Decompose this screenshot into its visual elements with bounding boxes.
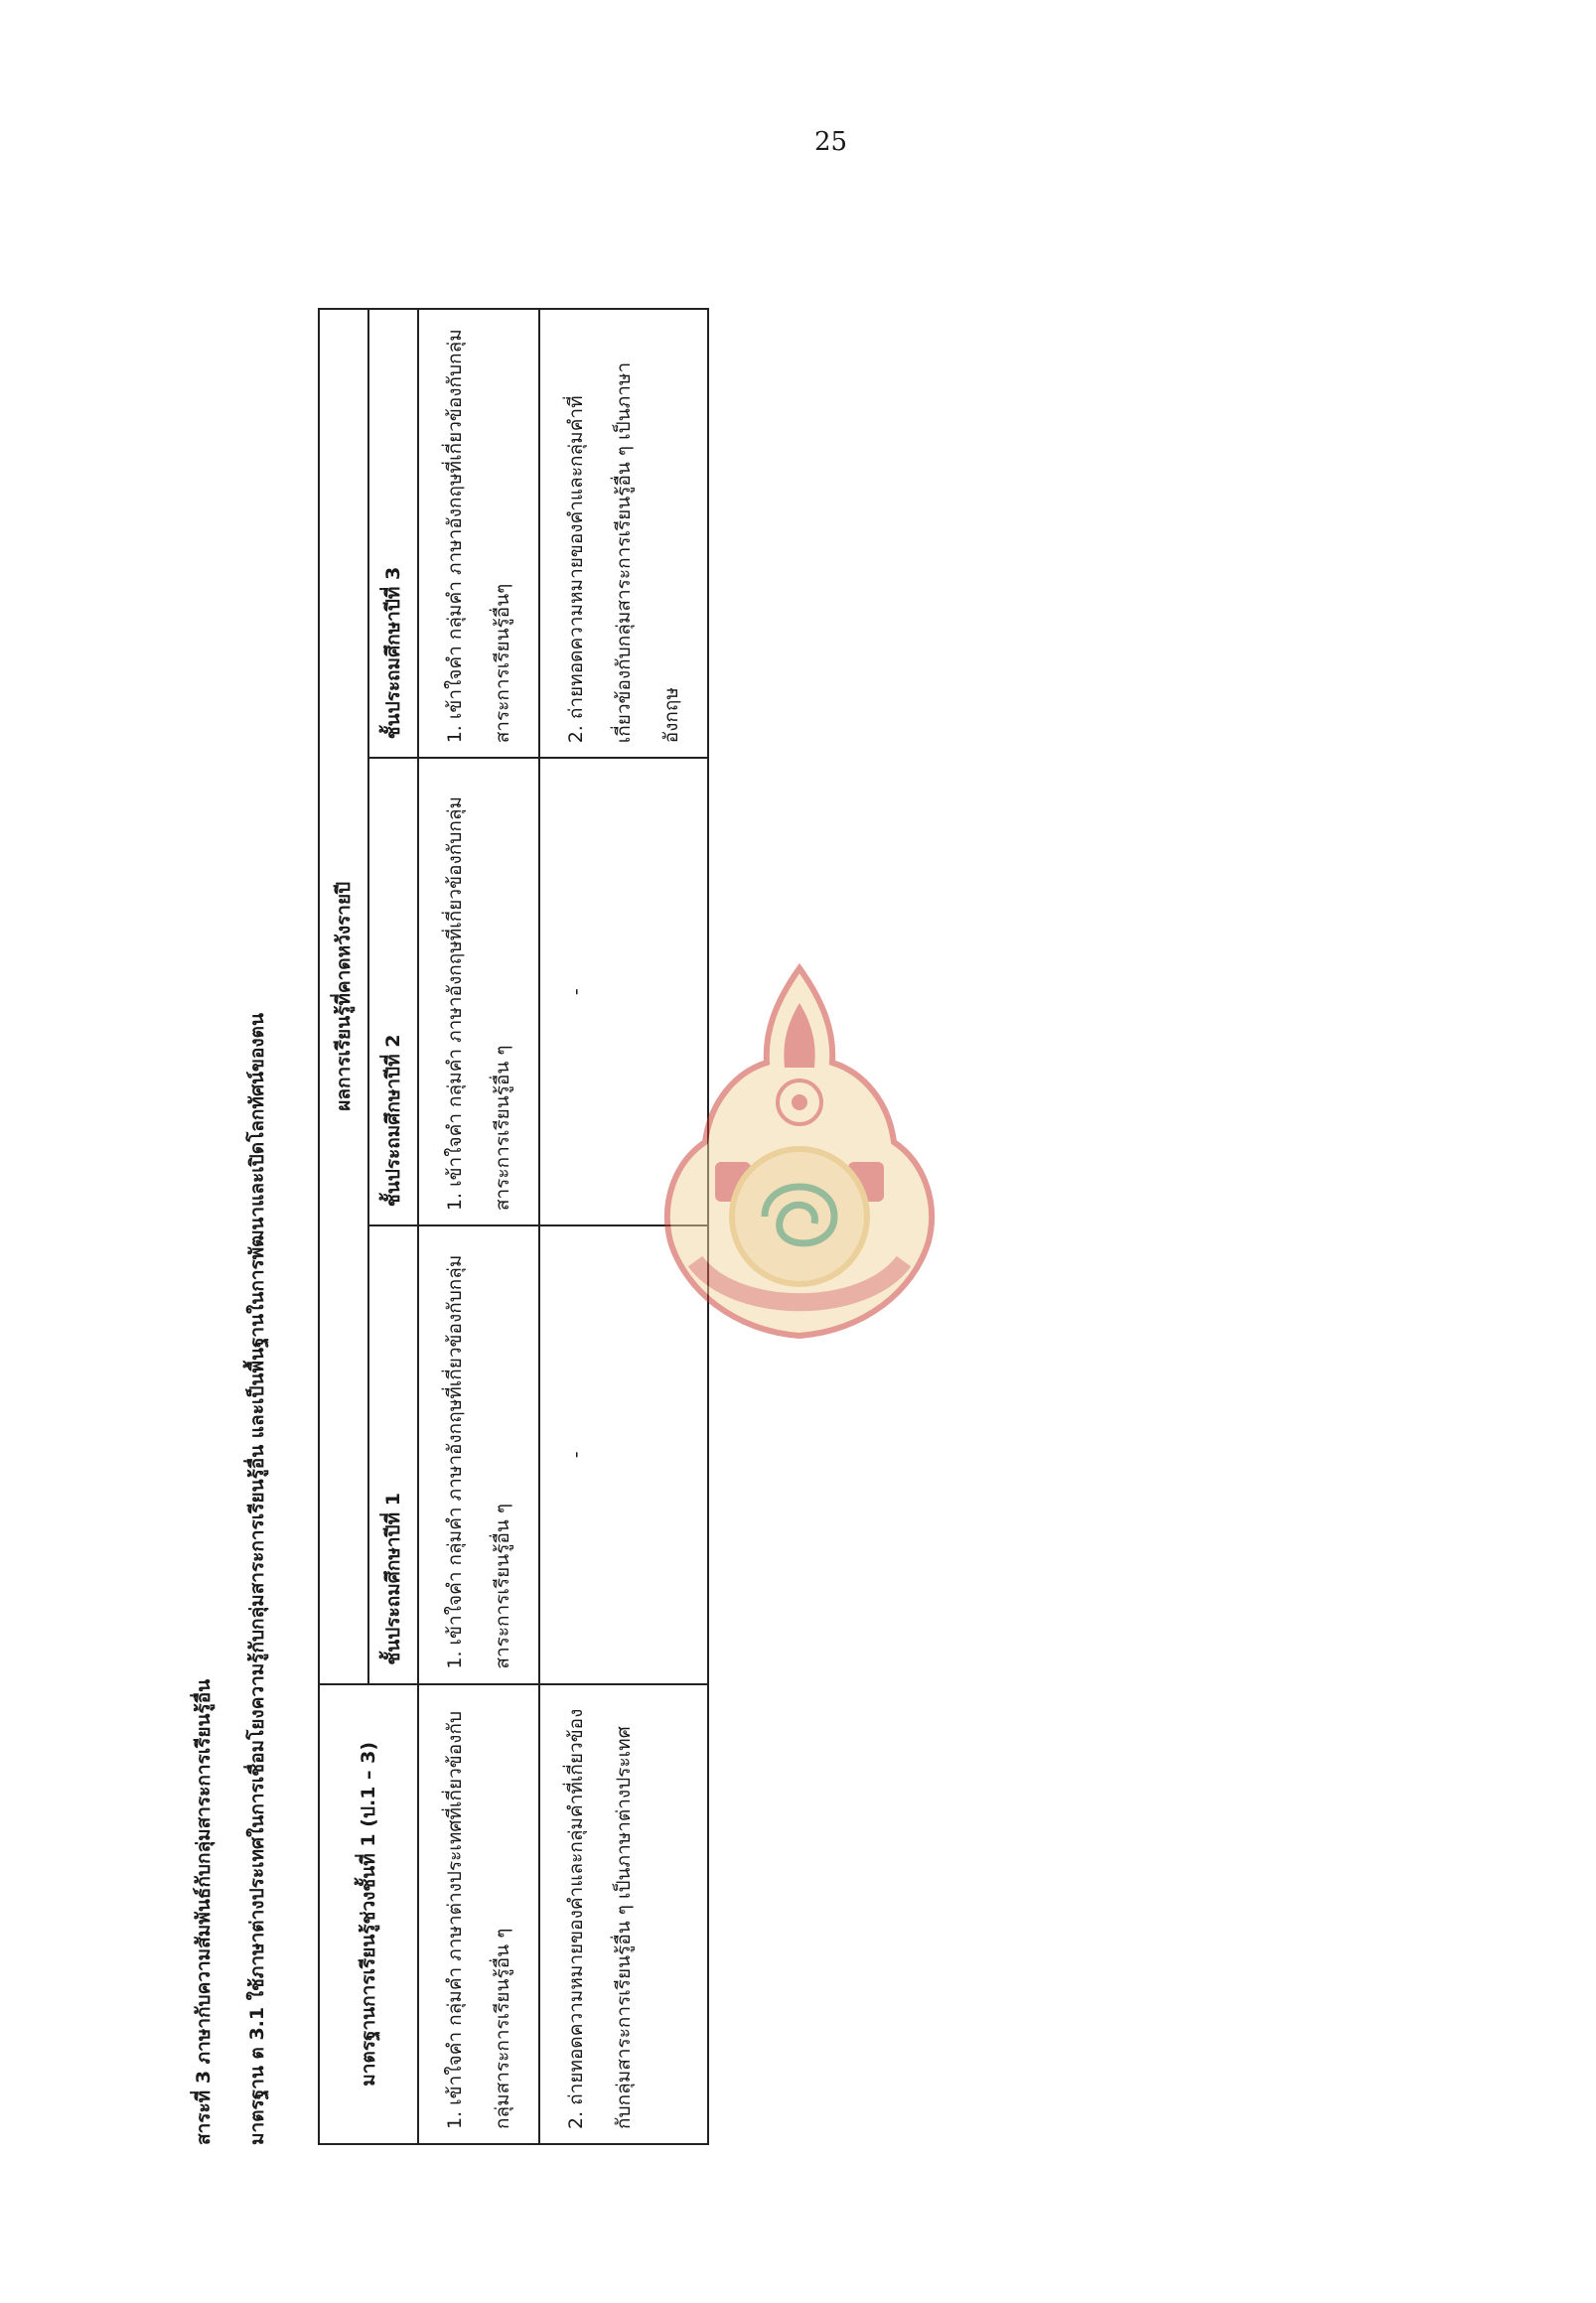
strand-heading: สาระที่ 3 ภาษากับความสัมพันธ์กับกลุ่มสาระการเรียนรู้อื่น <box>193 1678 215 2145</box>
grade-2-cell: - <box>539 758 708 1225</box>
learning-standards-table <box>318 308 709 2145</box>
standard-cell: 1. เข้าใจคำ กลุ่มคำ ภาษาต่างประเทศที่เกี่ยวข้องกับกลุ่มสาระการเรียนรู้อื่น ๆ <box>418 1684 539 2144</box>
page-number: 25 <box>814 127 848 157</box>
grade-3-header: ชั้นประถมศึกษาปีที่ 3 <box>368 309 418 758</box>
grade-1-header: ชั้นประถมศึกษาปีที่ 1 <box>368 1225 418 1684</box>
table-header-row <box>319 309 368 2144</box>
grade-3-cell: 2. ถ่ายทอดความหมายของคำและกลุ่มคำที่เกี่ยวข้องกับกลุ่มสาระการเรียนรู้อื่น ๆ เป็นภาษาอังกฤษ <box>539 309 708 758</box>
grade-1-cell: 1. เข้าใจคำ กลุ่มคำ ภาษาอังกฤษที่เกี่ยวข้องกับกลุ่มสาระการเรียนรู้อื่น ๆ <box>418 1225 539 1684</box>
table-row <box>418 309 539 2144</box>
col-standard-header: มาตรฐานการเรียนรู้ช่วงชั้นที่ 1 (ป.1 – 3) <box>319 1684 418 2144</box>
grade-2-cell: 1. เข้าใจคำ กลุ่มคำ ภาษาอังกฤษที่เกี่ยวข้องกับกลุ่มสาระการเรียนรู้อื่น ๆ <box>418 758 539 1225</box>
grade-1-cell: - <box>539 1225 708 1684</box>
standard-heading: มาตรฐาน ต 3.1 ใช้ภาษาต่างประเทศในการเชื่อมโยงความรู้กับกลุ่มสาระการเรียนรู้อื่น และเป็นพื้นฐานในการพัฒนาและเปิดโลกทัศน์ของตน <box>246 1013 268 2145</box>
grade-2-header: ชั้นประถมศึกษาปีที่ 2 <box>368 758 418 1225</box>
col-outcomes-header: ผลการเรียนรู้ที่คาดหวังรายปี <box>319 309 368 1684</box>
standard-cell: 2. ถ่ายทอดความหมายของคำและกลุ่มคำที่เกี่ยวข้องกับกลุ่มสาระการเรียนรู้อื่น ๆ เป็นภาษาต่างประเทศ <box>539 1684 708 2144</box>
ministry-of-education-seal-watermark <box>655 963 943 1341</box>
grade-3-cell: 1. เข้าใจคำ กลุ่มคำ ภาษาอังกฤษที่เกี่ยวข้องกับกลุ่มสาระการเรียนรู้อื่นๆ <box>418 309 539 758</box>
